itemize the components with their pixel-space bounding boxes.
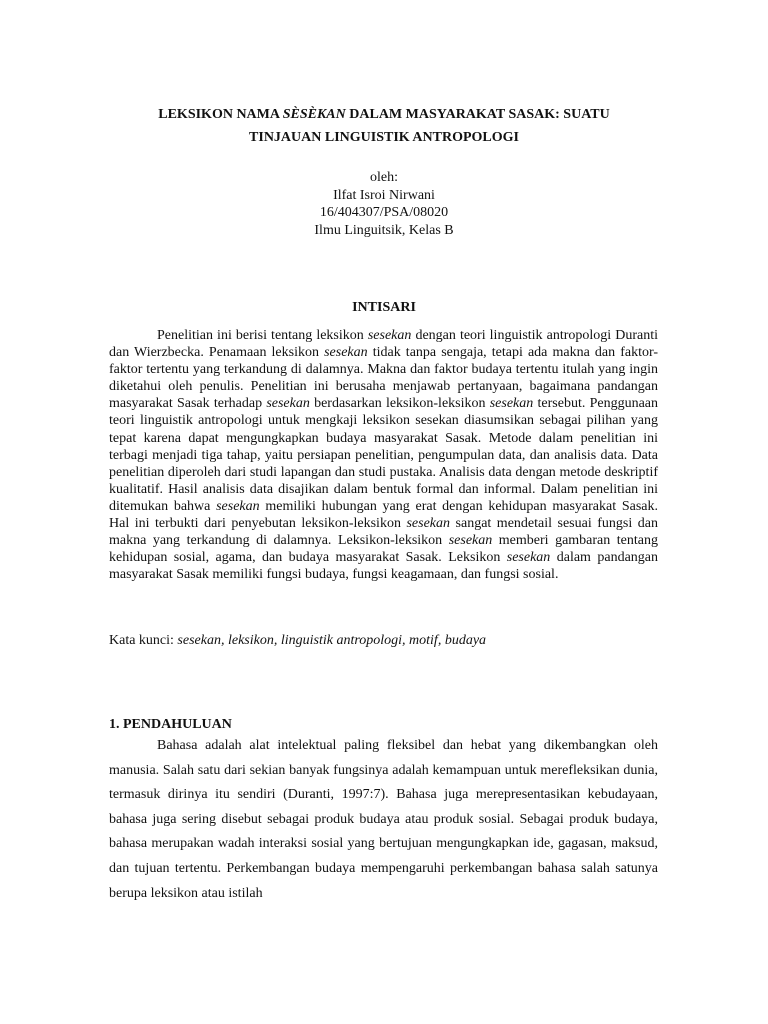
title-text: LEKSIKON NAMA [158, 107, 283, 122]
abstract-paragraph [109, 327, 658, 583]
abstract-text: berdasarkan leksikon-leksikon [309, 396, 490, 412]
author-by-label: oleh: [370, 170, 398, 185]
keywords-line [109, 632, 658, 649]
author-block [100, 169, 668, 239]
section-body-pendahuluan [109, 734, 658, 906]
abstract-body [109, 327, 658, 583]
author-student-id: 16/404307/PSA/08020 [319, 205, 449, 220]
abstract-text: tersebut. Penggunaan teori linguistik antropologi untuk mengkaji leksikon sesekan diasumsikan sebagai pilihan yang tepat karena dapat mengungkapkan budaya masyarakat Sasak. Metode dalam penelitian ini terbagi menjadi tiga tahap, yaitu persiapan penelitian, pengumpulan data, dan analisis data. Data penelitian diperoleh dari studi lapangan dan studi pustaka. Analisis data dengan metode deskriptif kualitatif. Hasil analisis data disajikan dalam bentuk formal dan informal. Dalam penelitian ini ditemukan bahwa [109, 396, 658, 514]
body-paragraph: Bahasa adalah alat intelektual paling fleksibel dan hebat yang dikembangkan oleh manusia. Salah satu dari sekian banyak fungsinya adalah kemampuan untuk merefleksikan dunia, termasuk dirinya itu sendiri (Duranti, 1997:7). Bahasa juga merepresentasikan kebudayaan, bahasa juga sering disebut sebagai produk budaya atau produk sosial. Sebagai produk budaya, bahasa merupakan wadah interaksi sosial yang bertujuan mengungkapkan ide, gagasan, maksud, dan tujuan tertentu. Perkembangan budaya mempengaruhi perkembangan bahasa salah satunya berupa leksikon atau istilah [109, 738, 658, 901]
abstract-italic-term: sesekan [489, 396, 534, 412]
keywords-values: sesekan, leksikon, linguistik antropologi, motif, budaya [177, 633, 487, 648]
keywords-label: Kata kunci: [109, 633, 178, 648]
abstract-italic-term: sesekan [367, 328, 412, 343]
abstract-italic-term: sesekan [266, 396, 310, 412]
abstract-italic-term: sesekan [324, 345, 368, 361]
title-line-2: TINJAUAN LINGUISTIK ANTROPOLOGI [249, 130, 519, 145]
title-text-continued: DALAM MASYARAKAT SASAK: SUATU [345, 107, 610, 122]
abstract-text: dengan teori linguistik antropologi Duranti dan Wierzbecka. Penamaan leksikon [109, 328, 658, 361]
abstract-italic-term: sesekan [506, 550, 551, 566]
abstract-italic-term: sesekan [448, 533, 493, 549]
section-heading-pendahuluan: 1. PENDAHULUAN [109, 717, 232, 732]
abstract-text: Penelitian ini berisi tentang leksikon [157, 328, 368, 343]
abstract-text: dalam pandangan masyarakat Sasak memiliki fungsi budaya, fungsi keagamaan, dan fungsi sosial. [109, 550, 659, 583]
abstract-italic-term: sesekan [406, 516, 451, 532]
abstract-text: memberi gambaran tentang kehidupan sosial, agama, dan budaya masyarakat Sasak. Leksikon [109, 533, 658, 566]
abstract-italic-term: sesekan [216, 498, 260, 514]
abstract-heading: INTISARI [352, 300, 416, 315]
title-italic-term: SÈSÈKAN [282, 107, 346, 122]
title-line-1 [100, 104, 668, 126]
author-name: Ilfat Isroi Nirwani [333, 187, 435, 203]
abstract-text: tidak tanpa sengaja, tetapi ada makna dan faktor-faktor tertentu yang terkandung di dalamnya. Makna dan faktor budaya tertentu itulah yang ingin diketahui oleh penulis. Penelitian ini berusaha menjawab pertanyaan, bagaimana pandangan masyarakat Sasak terhadap [109, 345, 658, 412]
author-program: Ilmu Linguitsik, Kelas B [314, 222, 454, 238]
abstract-text: memiliki hubungan yang erat dengan kehidupan masyarakat Sasak. Hal ini terbukti dari penyebutan leksikon-leksikon [109, 498, 658, 532]
abstract-text: sangat mendetail sesuai fungsi dan makna yang terkandung di dalamnya. Leksikon-leksikon [109, 516, 658, 549]
